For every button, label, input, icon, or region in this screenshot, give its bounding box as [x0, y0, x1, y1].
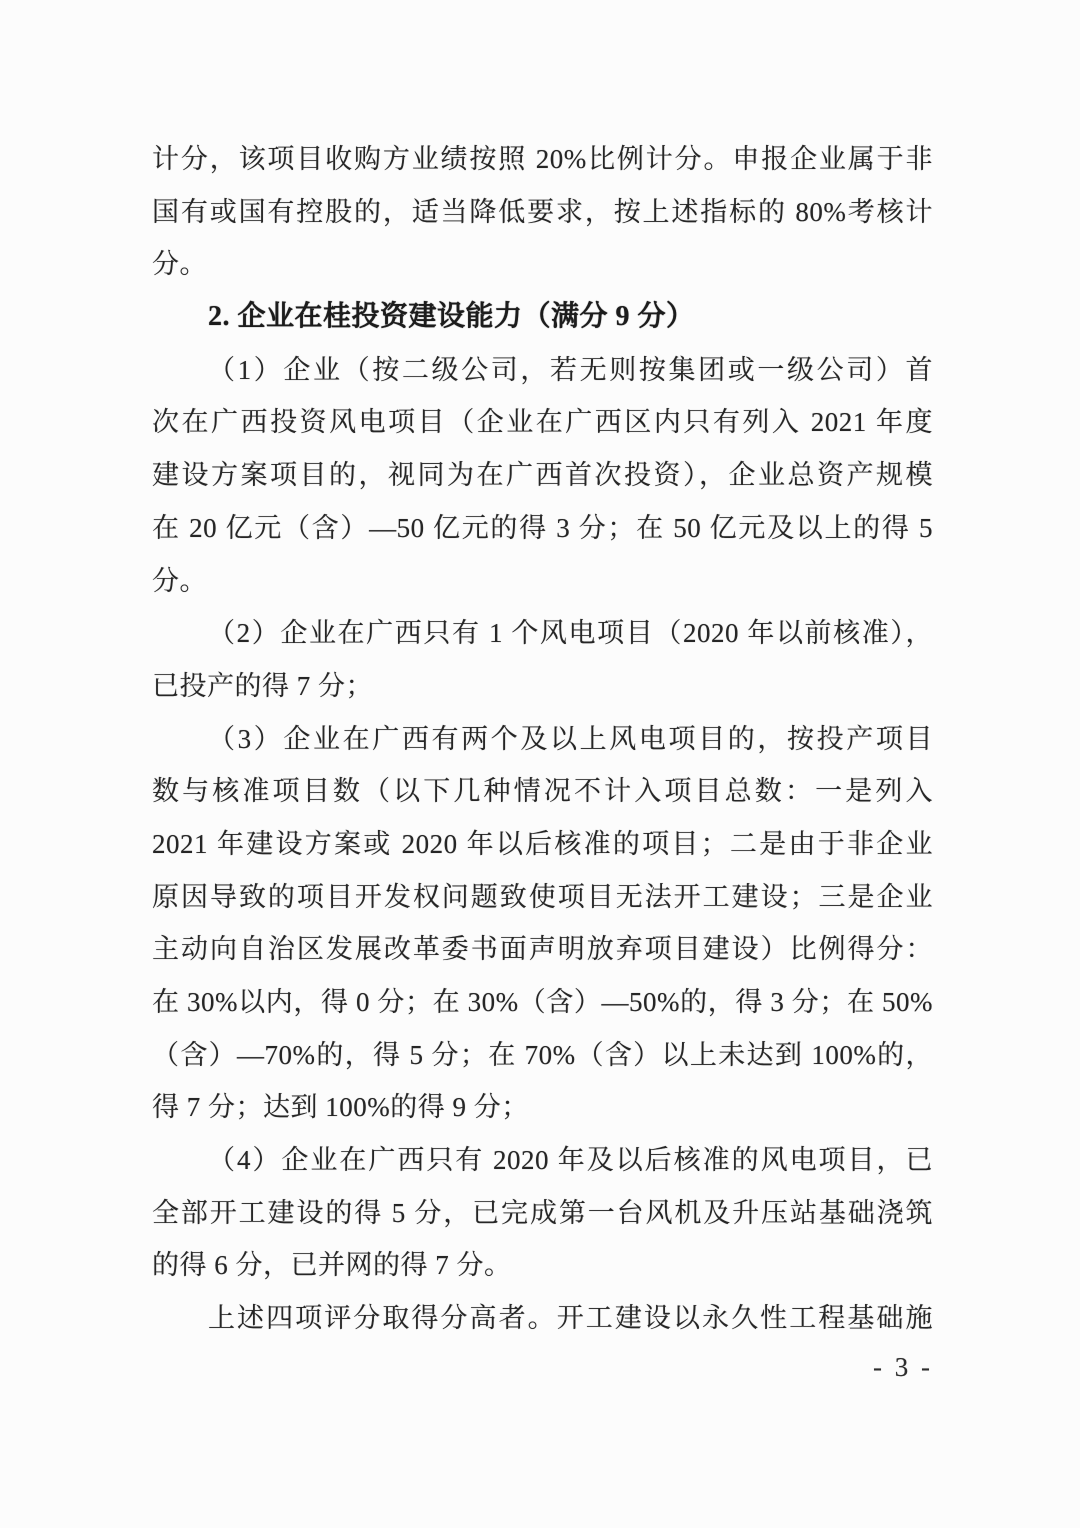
text-line: 计分，该项目收购方业绩按照 20%比例计分。申报企业属于非 — [152, 144, 933, 174]
text-line: 数与核准项目数（以下几种情况不计入项目总数：一是列入 — [152, 776, 933, 807]
text-line: 2021 年建设方案或 2020 年以后核准的项目；二是由于非企业 — [152, 828, 933, 859]
text-line: 分。 — [152, 249, 207, 280]
text-line: （4）企业在广西只有 2020 年及以后核准的风电项目，已 — [208, 1145, 933, 1176]
text-line: 已投产的得 7 分； — [152, 670, 373, 701]
text-line: 分。 — [152, 565, 207, 596]
text-column — [152, 133, 933, 1345]
text-line: 国有或国有控股的，适当降低要求，按上述指标的 80%考核计 — [152, 196, 933, 227]
text-line: （1）企业（按二级公司，若无则按集团或一级公司）首 — [208, 354, 933, 385]
page-number: - 3 - — [873, 1352, 933, 1382]
text-line: 得 7 分；达到 100%的得 9 分； — [152, 1092, 529, 1123]
text-line: 上述四项评分取得分高者。开工建设以永久性工程基础施 — [208, 1303, 933, 1334]
text-line: 的得 6 分，已并网的得 7 分。 — [152, 1250, 512, 1281]
text-line: （含）—70%的，得 5 分；在 70%（含）以上未达到 100%的， — [152, 1039, 933, 1070]
text-line: 次在广西投资风电项目（企业在广西区内只有列入 2021 年度 — [152, 407, 933, 438]
text-line: 原因导致的项目开发权问题致使项目无法开工建设；三是企业 — [152, 881, 933, 912]
section-heading: 2. 企业在桂投资建设能力（满分 9 分） — [208, 301, 695, 333]
text-line: 主动向自治区发展改革委书面声明放弃项目建设）比例得分： — [152, 934, 933, 965]
text-line: （3）企业在广西有两个及以上风电项目的，按投产项目 — [208, 723, 933, 754]
text-line: 在 20 亿元（含）—50 亿元的得 3 分；在 50 亿元及以上的得 5 — [152, 512, 933, 543]
text-line: 建设方案项目的，视同为在广西首次投资），企业总资产规模 — [152, 460, 933, 491]
text-line: 全部开工建设的得 5 分，已完成第一台风机及升压站基础浇筑 — [152, 1197, 933, 1228]
text-line: 在 30%以内，得 0 分；在 30%（含）—50%的，得 3 分；在 50% — [152, 987, 933, 1017]
text-line: （2）企业在广西只有 1 个风电项目（2020 年以前核准）， — [208, 618, 933, 649]
